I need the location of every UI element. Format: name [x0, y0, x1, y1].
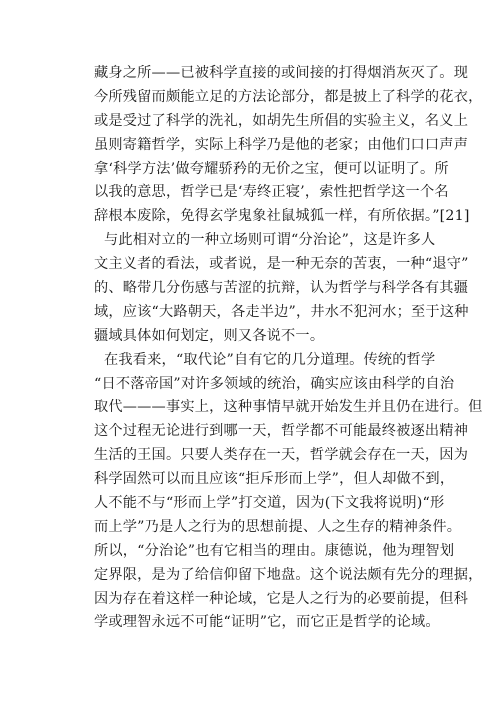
text-line: 辞根本废除，免得玄学鬼象社鼠城狐一样，有所依据。”[21]: [94, 208, 470, 225]
text-line: 的、略带几分伤感与苦涩的抗辩，认为哲学与科学各有其疆: [94, 280, 469, 297]
text-line: 域，应该“大路朝天，各走半边”，井水不犯河水；至于这种: [94, 303, 469, 320]
text-line: 所以，“分治论”也有它相当的理由。康德说，他为理智划: [94, 542, 455, 559]
text-line: 拿‘科学方法’做夸耀骄矜的无价之宝，便可以证明了。所: [94, 160, 449, 177]
text-line: 或是受过了科学的洗礼，如胡先生所倡的实验主义，名义上: [94, 112, 469, 129]
text-line: 今所残留而颇能立足的方法论部分，都是披上了科学的花衣，: [94, 88, 483, 105]
text-line: 以我的意思，哲学已是‘寿终正寝’，索性把哲学这一个名: [94, 184, 449, 201]
text-line: 定界限，是为了给信仰留下地盘。这个说法颇有先分的理据，: [94, 566, 483, 583]
text-line: 学或理智永远不可能“证明”它，而它正是哲学的论域。: [94, 614, 440, 631]
document-page: [94, 62, 483, 635]
text-line: 疆域具体如何划定，则又各说不一。: [94, 327, 325, 344]
text-line: 这个过程无论进行到哪一天，哲学都不可能最终被逐出精神: [94, 423, 469, 440]
text-line: 文主义者的看法，或者说，是一种无奈的苦衷，一种“退守”: [94, 256, 469, 273]
text-line: 人不能不与“形而上学”打交道，因为(下文我将说明)“形: [94, 495, 445, 512]
text-line: 因为存在着这样一种论域，它是人之行为的必要前提，但科: [94, 590, 469, 607]
text-line: 而上学”乃是人之行为的思想前提、人之生存的精神条件。: [94, 518, 462, 535]
text-line: 取代———事实上，这种事情早就开始发生并且仍在进行。但: [94, 399, 483, 416]
text-line: 与此相对立的一种立场则可谓“分治论”，这是许多人: [104, 232, 436, 249]
text-line: 藏身之所——已被科学直接的或间接的打得烟消灰灭了。现: [94, 65, 469, 81]
text-line: 科学固然可以而且应该“拒斥形而上学”，但人却做不到，: [94, 471, 455, 488]
text-line: “日不落帝国”对许多领域的统治，确实应该由科学的自治: [94, 375, 455, 392]
text-line: 在我看来，“取代论”自有它的几分道理。传统的哲学: [104, 351, 436, 368]
text-line: 生活的王国。只要人类存在一天，哲学就会存在一天，因为: [94, 447, 469, 464]
text-line: 虽则寄籍哲学，实际上科学乃是他的老家；由他们口口声声: [94, 136, 469, 153]
